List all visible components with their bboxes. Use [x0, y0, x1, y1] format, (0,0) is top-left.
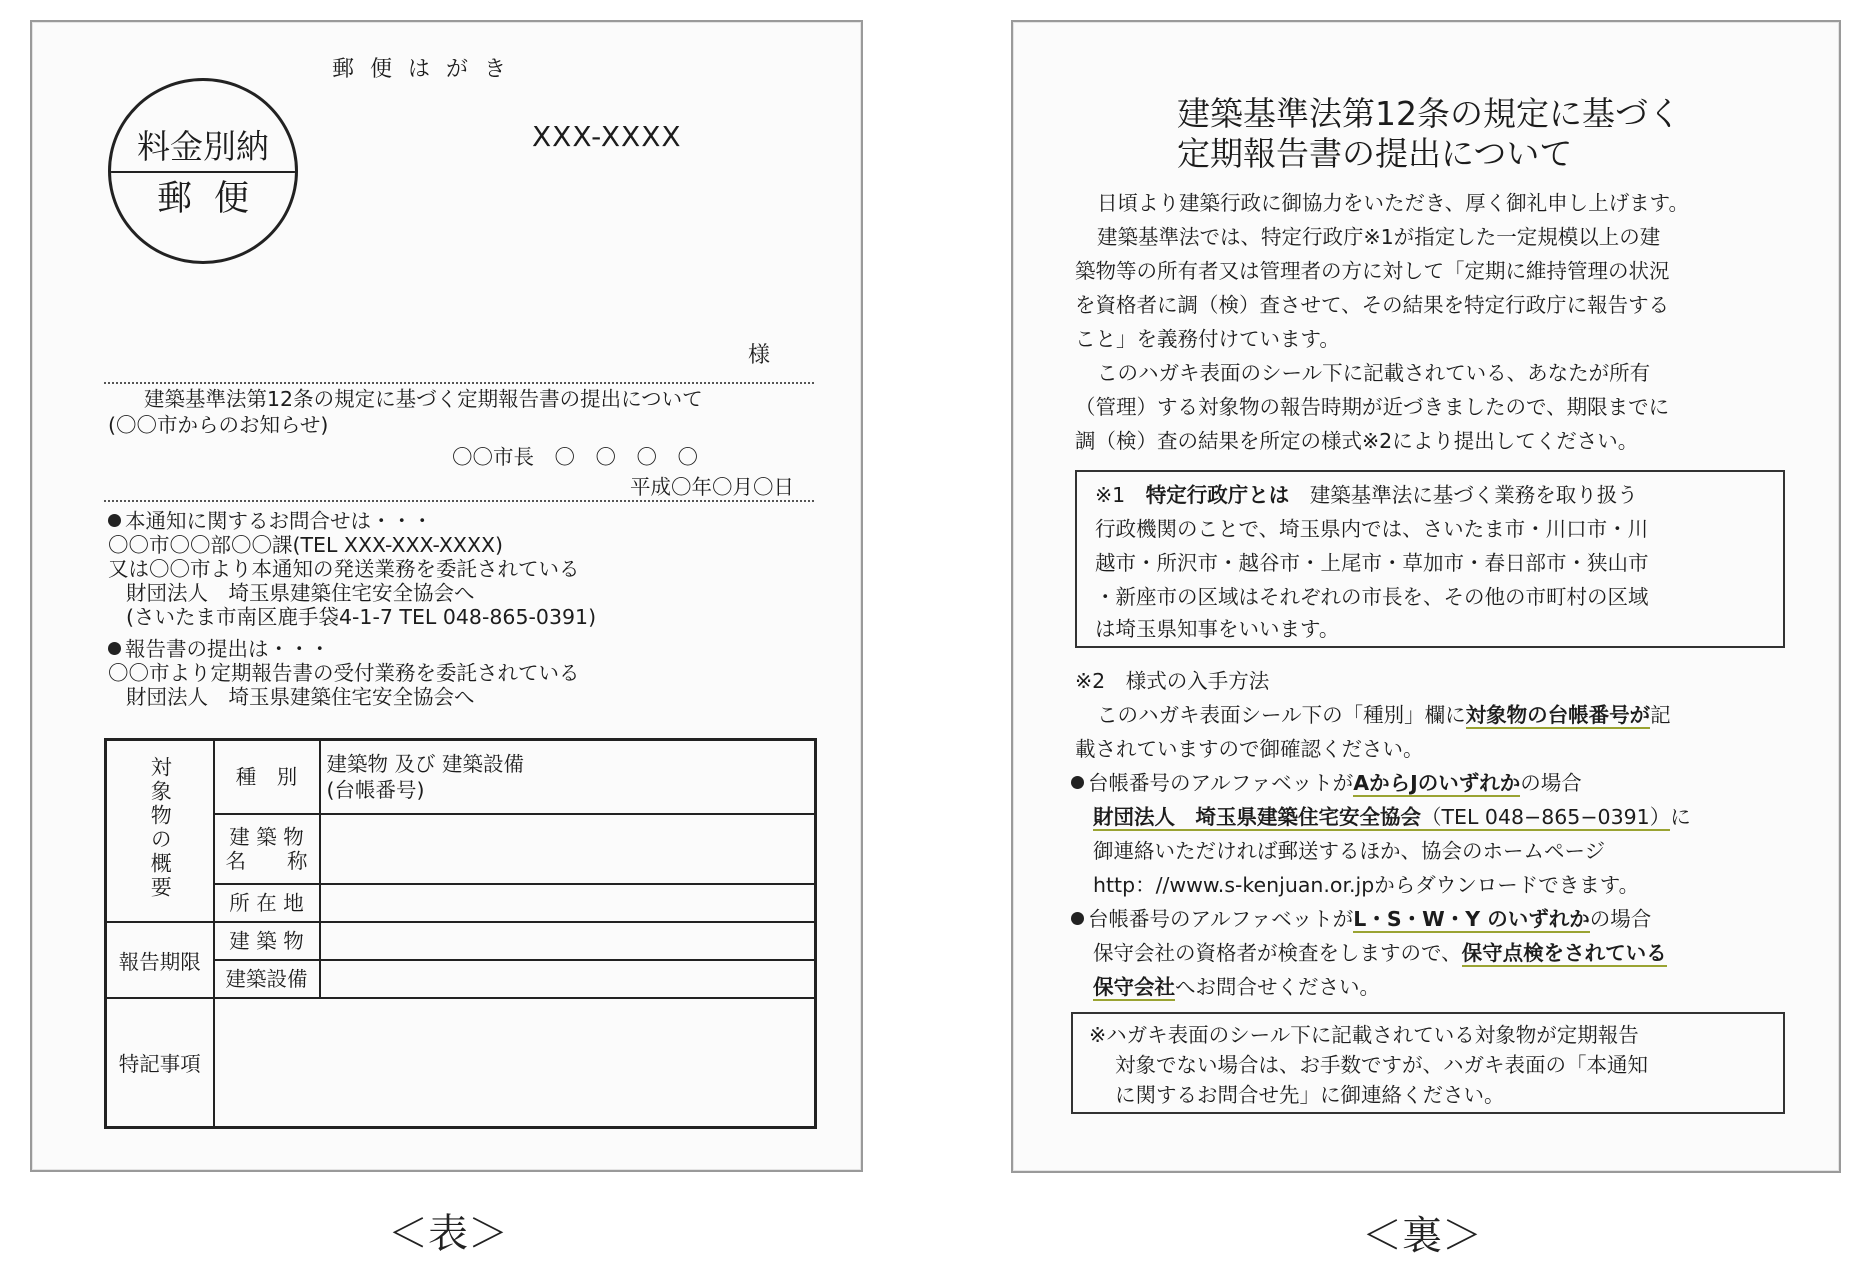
postcard-front — [30, 20, 863, 1172]
postal-code: XXX-XXXX — [532, 120, 682, 153]
period-building-label: 建 築 物 — [214, 922, 320, 960]
case-lswy-line: 保守会社の資格者が検査をしますので、保守点検をされている — [1093, 941, 1667, 965]
bullet-icon — [108, 514, 121, 527]
inquiry-line: 又は〇〇市より本通知の発送業務を委託されている — [108, 557, 580, 581]
divider-dotted — [104, 382, 814, 384]
notice-title: 建築基準法第12条の規定に基づく定期報告書の提出について — [144, 387, 703, 411]
submit-heading: 報告書の提出は・・・ — [108, 638, 330, 661]
definition-line: ・新座市の区域はそれぞれの市長を、その他の市町村の区域 — [1095, 585, 1649, 609]
stamp-line-2: 郵便 — [156, 179, 271, 219]
case-lswy-line: 保守会社へお問合せください。 — [1093, 975, 1380, 999]
period-building-value — [320, 922, 816, 960]
type-value-1: 建築物 及び 建築設備 — [326, 751, 525, 776]
target-overview-table — [104, 738, 817, 1129]
type-value-cell — [320, 740, 816, 814]
report-period-label: 報告期限 — [106, 922, 214, 998]
back-caption: ＜裏＞ — [1362, 1213, 1482, 1259]
form-acquisition-line: このハガキ表面シール下の「種別」欄に対象物の台帳番号が記 — [1097, 703, 1671, 727]
paragraph-3-line: このハガキ表面のシール下に記載されている、あなたが所有 — [1097, 361, 1651, 385]
paragraph-2-line: 築物等の所有者又は管理者の方に対して「定期に維持管理の状況 — [1075, 259, 1670, 283]
notes-label: 特記事項 — [106, 998, 214, 1128]
paragraph-3-line: （管理）する対象物の報告時期が近づきましたので、期限までに — [1075, 395, 1670, 419]
period-equipment-label: 建築設備 — [214, 960, 320, 998]
back-title-line-2: 定期報告書の提出について — [1177, 134, 1573, 173]
postage-paid-stamp — [108, 78, 298, 264]
overview-label-cell — [106, 740, 214, 922]
submit-line: 財団法人 埼玉県建築住宅安全協会へ — [126, 685, 475, 709]
case-a-to-j-heading: 台帳番号のアルファベットがAからJのいずれかの場合 — [1071, 766, 1582, 800]
case-lswy-heading: 台帳番号のアルファベットがL・S・W・Y のいずれかの場合 — [1071, 902, 1651, 936]
form-acquisition-line: 載されていますので御確認ください。 — [1075, 737, 1424, 761]
back-title-line-1: 建築基準法第12条の規定に基づく — [1177, 94, 1681, 133]
type-value-2: (台帳番号) — [326, 777, 425, 802]
definition-line-1: ※1 特定行政庁とは 建築基準法に基づく業務を取り扱う — [1095, 483, 1638, 507]
building-name-label-2: 名 称 — [225, 848, 308, 873]
mayor-name: 〇〇市長 〇 〇 〇 〇 — [452, 445, 698, 469]
bullet-icon — [108, 642, 121, 655]
stamp-divider — [111, 171, 295, 173]
postcard-title: 郵便はがき — [332, 57, 523, 82]
divider-dotted — [104, 500, 814, 502]
inquiry-line: (さいたま市南区鹿手袋4-1-7 TEL 048-865-0391) — [126, 605, 597, 629]
addressee-honorific: 様 — [748, 343, 771, 368]
paragraph-2-line: を資格者に調（検）査させて、その結果を特定行政庁に報告する — [1075, 293, 1670, 317]
definition-line: 行政機関のことで、埼玉県内では、さいたま市・川口市・川 — [1095, 517, 1649, 541]
building-name-label-cell — [214, 814, 320, 884]
paragraph-2-line: こと」を義務付けています。 — [1075, 327, 1340, 351]
definition-line: は埼玉県知事をいいます。 — [1095, 617, 1340, 641]
definition-line: 越市・所沢市・越谷市・上尾市・草加市・春日部市・狭山市 — [1095, 551, 1649, 575]
inquiry-line: 〇〇市〇〇部〇〇課(TEL XXX-XXX-XXXX) — [108, 533, 504, 557]
bullet-icon — [1071, 912, 1084, 925]
notes-value — [214, 998, 816, 1128]
case-a-to-j-line: 財団法人 埼玉県建築住宅安全協会（TEL 048−865−0391）に — [1093, 805, 1691, 829]
association-url: http：//www.s-kenjuan.or.jpからダウンロードできます。 — [1093, 873, 1640, 897]
submit-line: 〇〇市より定期報告書の受付業務を委託されている — [108, 661, 580, 685]
paragraph-3-line: 調（検）査の結果を所定の様式※2により提出してください。 — [1075, 429, 1639, 453]
period-equipment-value — [320, 960, 816, 998]
building-name-label-1: 建 築 物 — [229, 824, 304, 849]
exemption-line: 対象でない場合は、お手数ですが、ハガキ表面の「本通知 — [1115, 1053, 1648, 1077]
case-a-to-j-line: 御連絡いただければ郵送するほか、協会のホームページ — [1093, 839, 1606, 863]
exemption-line: に関するお問合せ先」に御連絡ください。 — [1115, 1083, 1505, 1107]
front-caption: ＜表＞ — [388, 1211, 508, 1257]
location-label: 所 在 地 — [214, 884, 320, 922]
overview-label: 対象物の概要 — [148, 756, 173, 901]
notice-from: (〇〇市からのお知らせ) — [108, 413, 329, 437]
bullet-icon — [1071, 776, 1084, 789]
stamp-line-1: 料金別納 — [137, 127, 269, 166]
type-label: 種 別 — [214, 740, 320, 814]
location-value — [320, 884, 816, 922]
paragraph-greeting: 日頃より建築行政に御協力をいただき、厚く御礼申し上げます。 — [1097, 191, 1690, 215]
definition-box — [1075, 470, 1785, 648]
issue-date: 平成〇年〇月〇日 — [630, 475, 794, 499]
postcard-back — [1011, 20, 1841, 1173]
exemption-line: ※ハガキ表面のシール下に記載されている対象物が定期報告 — [1089, 1023, 1639, 1047]
inquiry-heading: 本通知に関するお問合せは・・・ — [108, 510, 433, 533]
paragraph-2-line: 建築基準法では、特定行政庁※1が指定した一定規模以上の建 — [1097, 225, 1661, 249]
form-acquisition-heading: ※2 様式の入手方法 — [1075, 669, 1270, 693]
inquiry-line: 財団法人 埼玉県建築住宅安全協会へ — [126, 581, 475, 605]
building-name-value — [320, 814, 816, 884]
exemption-note-box — [1071, 1012, 1785, 1114]
